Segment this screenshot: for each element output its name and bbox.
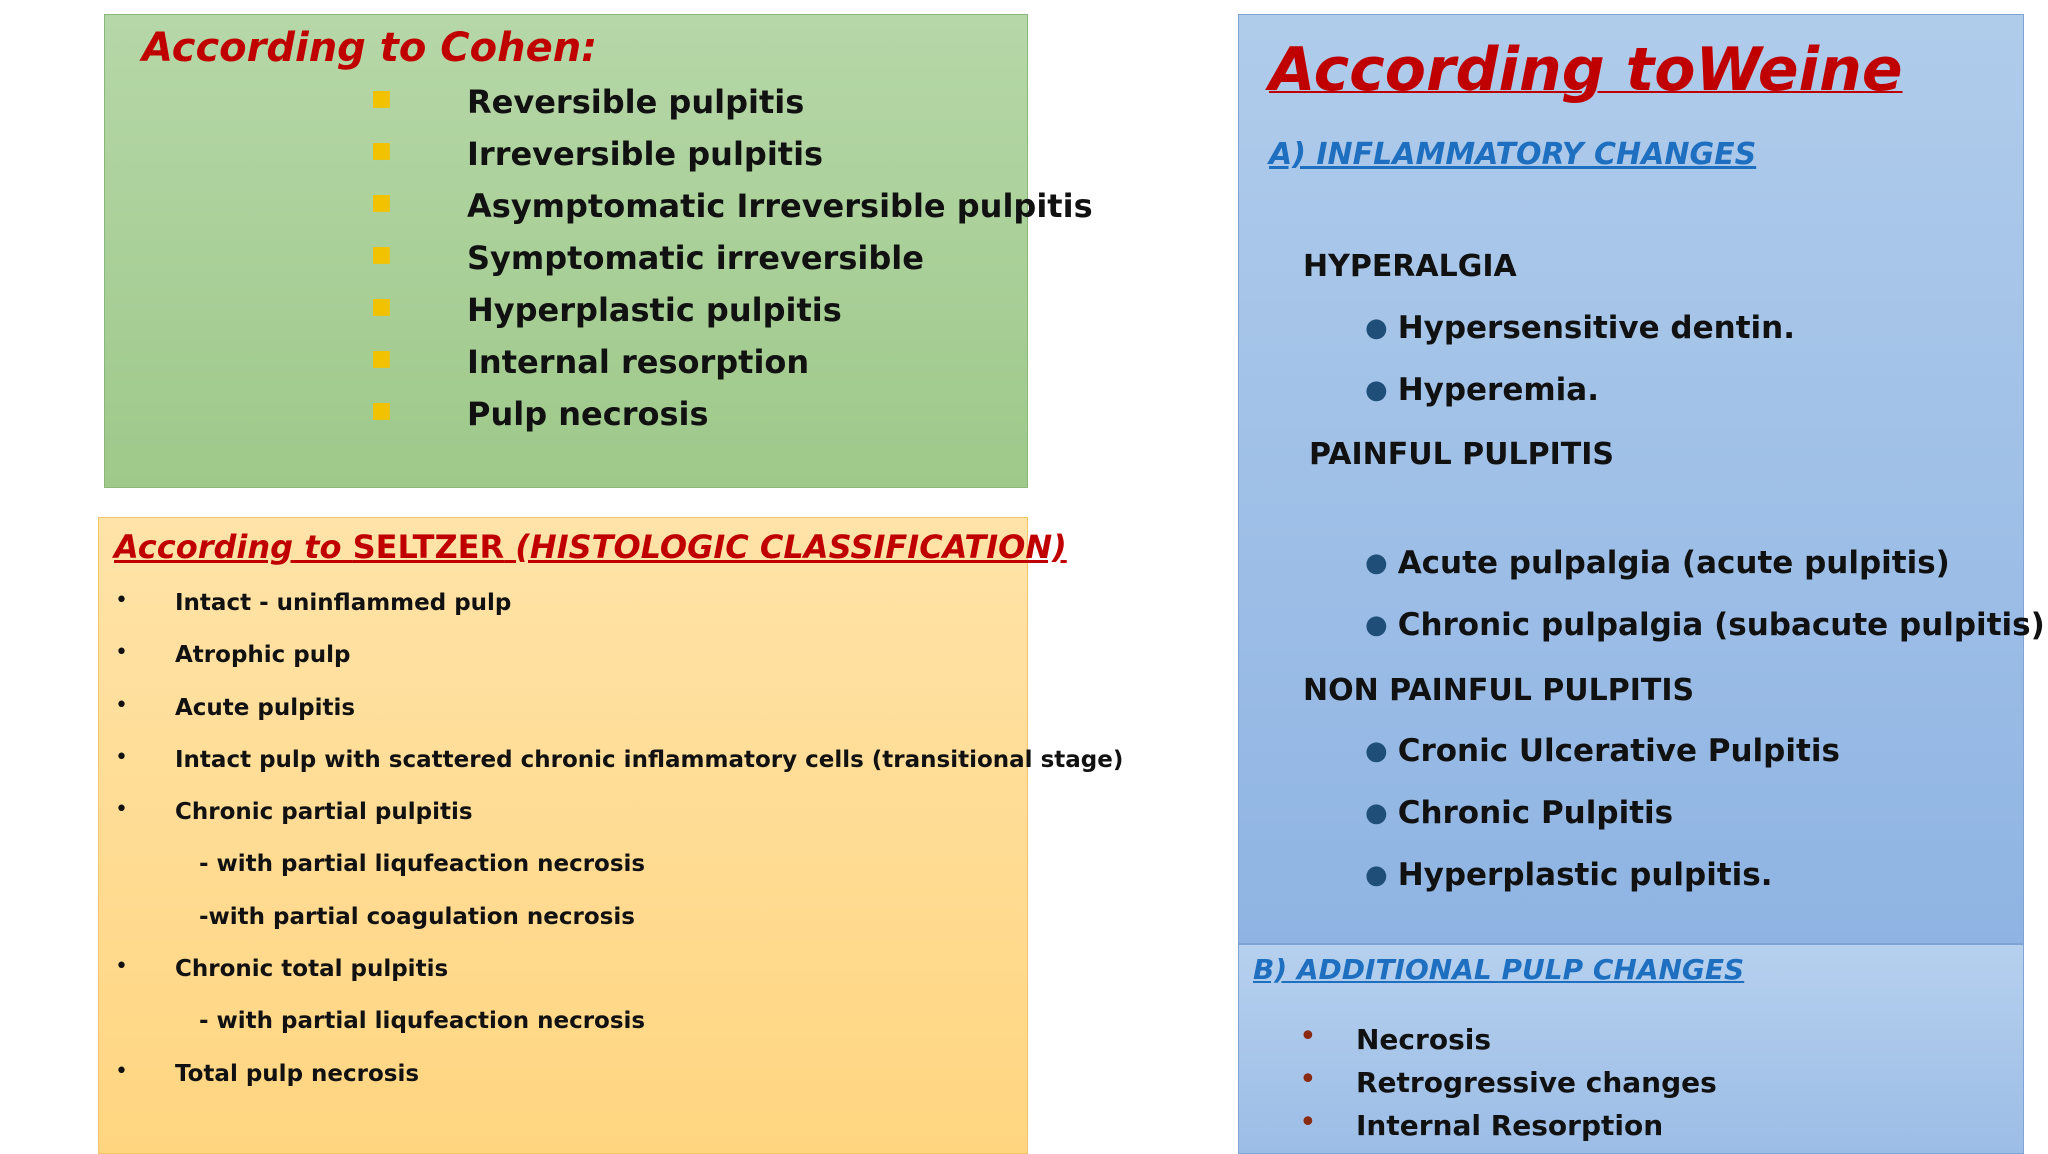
list-item: ● Cronic Ulcerative Pulpitis [1365, 733, 1840, 769]
list-item: • Intact - uninflammed pulp [115, 588, 512, 616]
bullet-icon: ■ [371, 346, 392, 371]
list-item: ● Chronic Pulpitis [1365, 795, 1674, 831]
list-item: ● Hypersensitive dentin. [1365, 310, 1796, 346]
list-item: • Internal Resorption [1299, 1105, 1664, 1142]
list-item: • Chronic partial pulpitis [115, 797, 473, 826]
seltzer-classification-panel [98, 517, 1124, 1154]
cohen-classification-panel [104, 14, 1093, 488]
bullet-icon: ● [1365, 548, 1388, 578]
list-item: ● Hyperplastic pulpitis. [1365, 857, 1773, 893]
bullet-icon: ■ [371, 138, 392, 163]
list-item: • Atrophic pulp [115, 640, 351, 669]
list-item: ■ Reversible pulpitis [371, 83, 805, 121]
list-item: ● Hyperemia. [1365, 372, 1599, 408]
bullet-icon: ■ [371, 86, 392, 111]
section-a-heading: A) INFLAMMATORY CHANGES [1269, 137, 1757, 172]
section-b-heading: B) ADDITIONAL PULP CHANGES [1253, 953, 1745, 986]
list-item: • Retrogressive changes [1299, 1062, 1717, 1099]
seltzer-list [99, 588, 1124, 1111]
cohen-title: According to Cohen: [142, 25, 598, 71]
list-item: ■ Symptomatic irreversible [371, 239, 924, 277]
list-item: • Total pulp necrosis [115, 1058, 420, 1087]
cohen-list [105, 83, 1093, 447]
bullet-icon: ● [1365, 313, 1388, 343]
list-item: • Chronic total pulpitis [115, 954, 449, 983]
seltzer-title: According to SELTZER (HISTOLOGIC CLASSIFICATION) [114, 528, 1067, 566]
list-item: • Acute pulpitis [115, 692, 356, 721]
painful-pulpitis-heading: PAINFUL PULPITIS [1309, 437, 1614, 472]
bullet-icon: ■ [371, 190, 392, 215]
bullet-icon: ■ [371, 294, 392, 319]
section-b-list [1239, 1019, 2023, 1152]
bullet-icon: ■ [371, 398, 392, 423]
list-item: - with partial liqufeaction necrosis [199, 851, 646, 878]
bullet-icon: ● [1365, 610, 1388, 640]
list-item: - with partial liqufeaction necrosis [199, 1008, 646, 1035]
additional-pulp-changes-panel [1238, 944, 2024, 1154]
weine-classification-panel [1238, 14, 2045, 944]
list-item: ■ Irreversible pulpitis [371, 135, 824, 173]
list-item: ■ Hyperplastic pulpitis [371, 291, 842, 329]
list-item: ● Acute pulpalgia (acute pulpitis) [1365, 545, 1950, 581]
bullet-icon: • [115, 640, 128, 666]
list-item: ■ Internal resorption [371, 343, 810, 381]
bullet-icon: • [115, 954, 128, 980]
list-item: ■ Pulp necrosis [371, 395, 709, 433]
bullet-icon: • [115, 797, 128, 823]
list-item: • Intact pulp with scattered chronic inflammatory cells (transitional stage) [115, 744, 1124, 773]
bullet-icon: ● [1365, 798, 1388, 828]
list-item: ■ Asymptomatic Irreversible pulpitis [371, 187, 1093, 225]
non-painful-pulpitis-heading: NON PAINFUL PULPITIS [1303, 673, 1695, 708]
bullet-icon: ● [1365, 736, 1388, 766]
bullet-icon: • [1299, 1062, 1317, 1097]
bullet-icon: ● [1365, 860, 1388, 890]
bullet-icon: • [1299, 1105, 1317, 1140]
bullet-icon: • [115, 1058, 128, 1084]
list-item: • Necrosis [1299, 1019, 1491, 1056]
bullet-icon: • [115, 744, 128, 770]
hyperalgia-heading: HYPERALGIA [1303, 249, 1517, 284]
bullet-icon: • [115, 588, 128, 613]
list-item: -with partial coagulation necrosis [199, 903, 635, 930]
bullet-icon: • [115, 692, 128, 718]
bullet-icon: ■ [371, 242, 392, 267]
weine-title: According toWeine [1269, 35, 1903, 105]
bullet-icon: ● [1365, 375, 1388, 405]
list-item: ● Chronic pulpalgia (subacute pulpitis) [1365, 607, 2045, 643]
bullet-icon: • [1299, 1019, 1317, 1054]
